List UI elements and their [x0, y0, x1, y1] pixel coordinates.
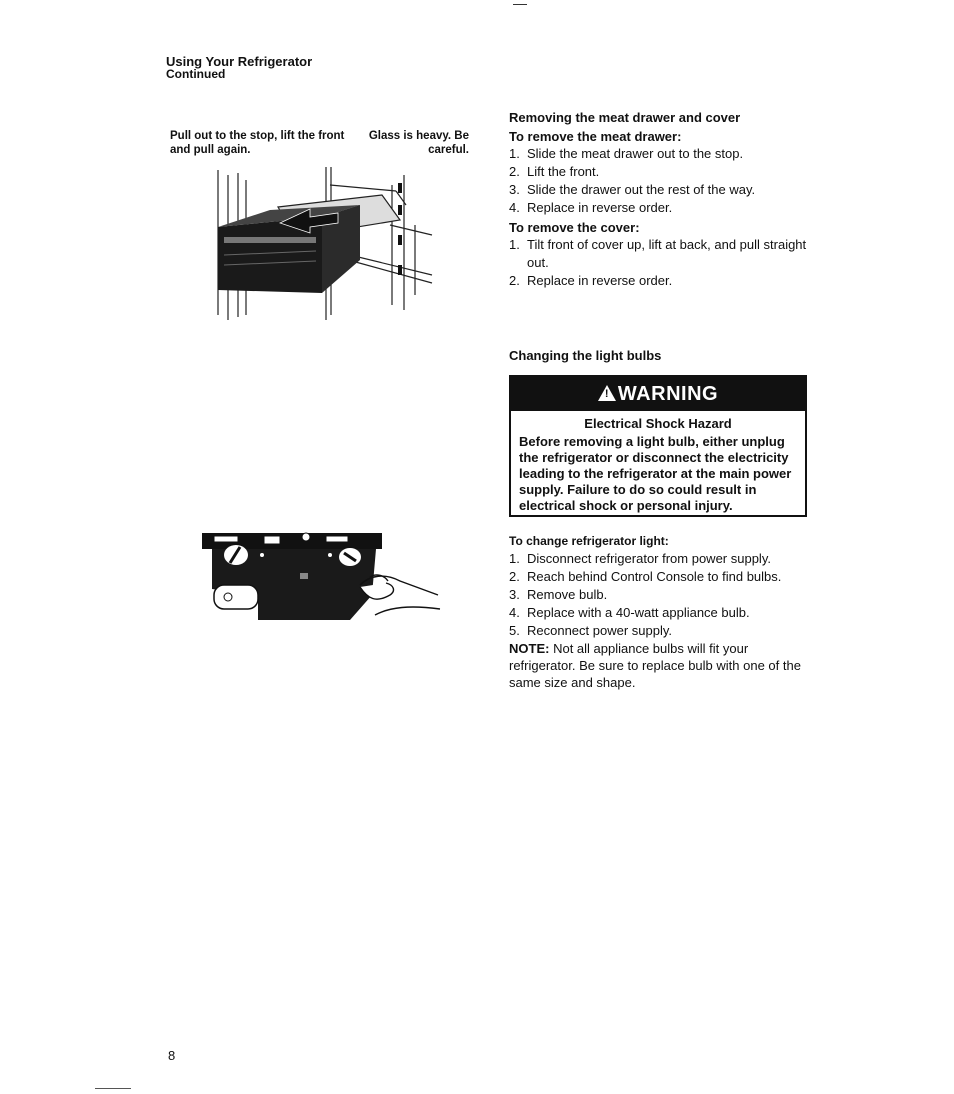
list-item: 2. Reach behind Control Console to find bulbs. [509, 569, 782, 584]
drawer-caption-left: Pull out to the stop, lift the front and pull again. [170, 130, 345, 156]
warning-label: WARNING [617, 383, 719, 405]
list-item: 3. Slide the drawer out the rest of the way. [509, 182, 756, 197]
list-item: 2. Lift the front. [509, 164, 600, 179]
page-header-title: Using Your Refrigerator [166, 54, 313, 69]
page-number: 8 [168, 1048, 176, 1063]
note-label: NOTE: [509, 641, 550, 656]
light-bulbs-title: Changing the light bulbs [509, 348, 662, 363]
warning-hazard: Electrical Shock Hazard [584, 416, 732, 431]
warning-banner [511, 377, 805, 411]
control-console-illustration [200, 525, 450, 625]
list-item: 2. Replace in reverse order. [509, 273, 673, 288]
list-item: 5. Reconnect power supply. [509, 623, 673, 638]
list-item: 1. Disconnect refrigerator from power supply. [509, 551, 771, 566]
warning-text: Before removing a light bulb, either unplug the refrigerator or disconnect the electricity leading to the refrigerator at the main power supply. Failure to do so could result in electrical shock or personal injury. [519, 434, 792, 513]
meat-drawer-section [509, 110, 809, 290]
warning-triangle-icon: ! [598, 385, 616, 401]
remove-drawer-heading: To remove the meat drawer: [509, 129, 682, 144]
note-text: Not all appliance bulbs will fit your refrigerator. Be sure to replace bulb with one of the same size and shape. [509, 641, 801, 690]
meat-drawer-illustration [210, 165, 440, 325]
scan-mark [513, 4, 527, 5]
list-item: 1. Tilt front of cover up, lift at back, and pull straight out. [509, 237, 807, 270]
list-item: 1. Slide the meat drawer out to the stop. [509, 146, 744, 161]
note [509, 640, 809, 691]
change-light-steps [509, 550, 809, 640]
remove-cover-heading: To remove the cover: [509, 220, 640, 235]
change-light-heading: To change refrigerator light: [509, 534, 669, 548]
warning-box [509, 375, 807, 517]
remove-drawer-steps [509, 145, 809, 217]
page-header-subtitle: Continued [166, 67, 226, 81]
drawer-caption-right: Glass is heavy. Be careful. [368, 130, 469, 156]
meat-drawer-title: Removing the meat drawer and cover [509, 110, 741, 125]
footer-rule [95, 1088, 131, 1089]
list-item: 4. Replace in reverse order. [509, 200, 673, 215]
list-item: 4. Replace with a 40-watt appliance bulb. [509, 605, 750, 620]
list-item: 3. Remove bulb. [509, 587, 608, 602]
change-light-section [509, 531, 809, 691]
remove-cover-steps [509, 236, 809, 290]
